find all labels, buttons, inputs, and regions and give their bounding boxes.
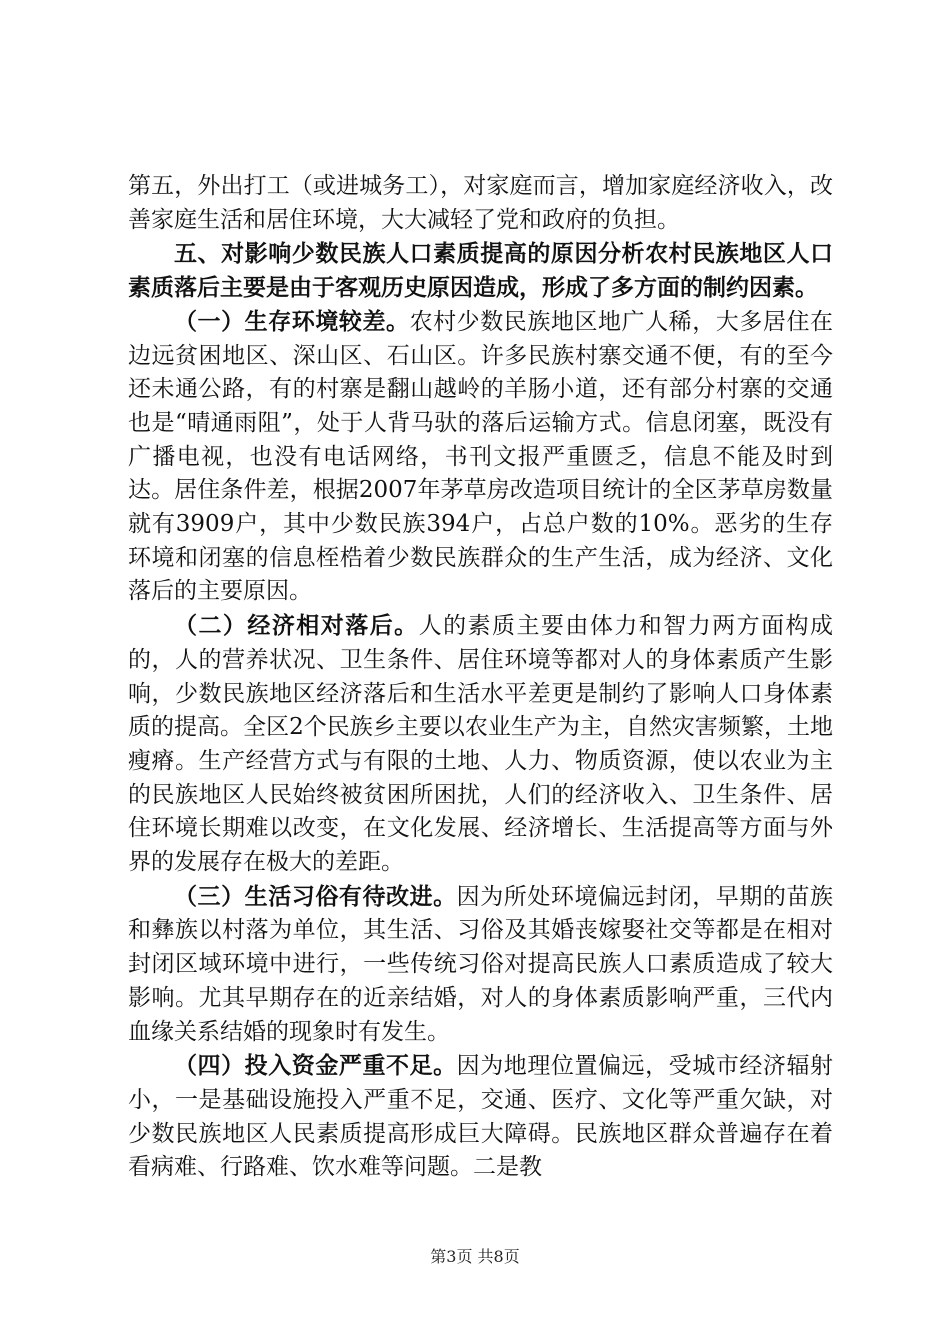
paragraph-fifth-point: 第五，外出打工（或进城务工），对家庭而言，增加家庭经济收入，改善家庭生活和居住环境，大大减轻了党和政府的负担。 <box>128 173 833 233</box>
subheading-living-environment: （一）生存环境较差。 <box>174 307 410 335</box>
subheading-economy: （二）经济相对落后。 <box>174 612 419 640</box>
page-number-footer: 第3页 共8页 <box>430 1247 520 1266</box>
paragraph-living-environment <box>128 305 833 609</box>
paragraph-funding <box>128 1049 833 1185</box>
document-body <box>128 170 833 1185</box>
paragraph-economy <box>128 609 833 880</box>
paragraph-text: 人的素质主要由体力和智力两方面构成的，人的营养状况、卫生条件、居住环境等都对人的身体素质产生影响，少数民族地区经济落后和生活水平差更是制约了影响人口身体素质的提高。全区2个民族乡主要以农业生产为主，自然灾害频繁，土地瘦瘠。生产经营方式与有限的土地、人力、物质资源，使以农业为主的民族地区人民始终被贫困所困扰，人们的经济收入、卫生条件、居住环境长期难以改变，在文化发展、经济增长、生活提高等方面与外界的发展存在极大的差距。 <box>128 613 834 876</box>
paragraph-text: 农村少数民族地区地广人稀，大多居住在边远贫困地区、深山区、石山区。许多民族村寨交通不便，有的至今还未通公路，有的村寨是翻山越岭的羊肠小道，还有部分村寨的交通也是“晴通雨阻”，处于人背马驮的落后运输方式。信息闭塞，既没有广播电视，也没有电话网络，书刊文报严重匮乏，信息不能及时到达。居住条件差，根据2007年茅草房改造项目统计的全区茅草房数量就有3909户，其中少数民族394户，占总户数的10%。恶劣的生存环境和闭塞的信息桎梏着少数民族群众的生产生活，成为经济、文化落后的主要原因。 <box>128 308 834 605</box>
paragraph-customs <box>128 880 833 1050</box>
paragraph-text: 因为所处环境偏远封闭，早期的苗族和彝族以村落为单位，其生活、习俗及其婚丧嫁娶社交等都是在相对封闭区域环境中进行，一些传统习俗对提高民族人口素质造成了较大影响。尤其早期存在的近亲结婚，对人的身体素质影响严重，三代内血缘关系结婚的现象时有发生。 <box>128 883 834 1045</box>
subheading-customs: （三）生活习俗有待改进。 <box>174 882 457 910</box>
paragraph-text: 因为地理位置偏远，受城市经济辐射小，一是基础设施投入严重不足，交通、医疗、文化等严重欠缺，对少数民族地区人民素质提高形成巨大障碍。民族地区群众普遍存在着看病难、行路难、饮水难等问题。二是教 <box>128 1053 834 1181</box>
section-heading-five: 五、对影响少数民族人口素质提高的原因分析农村民族地区人口素质落后主要是由于客观历史原因造成，形成了多方面的制约因素。 <box>128 240 833 302</box>
subheading-funding: （四）投入资金严重不足。 <box>174 1052 457 1080</box>
